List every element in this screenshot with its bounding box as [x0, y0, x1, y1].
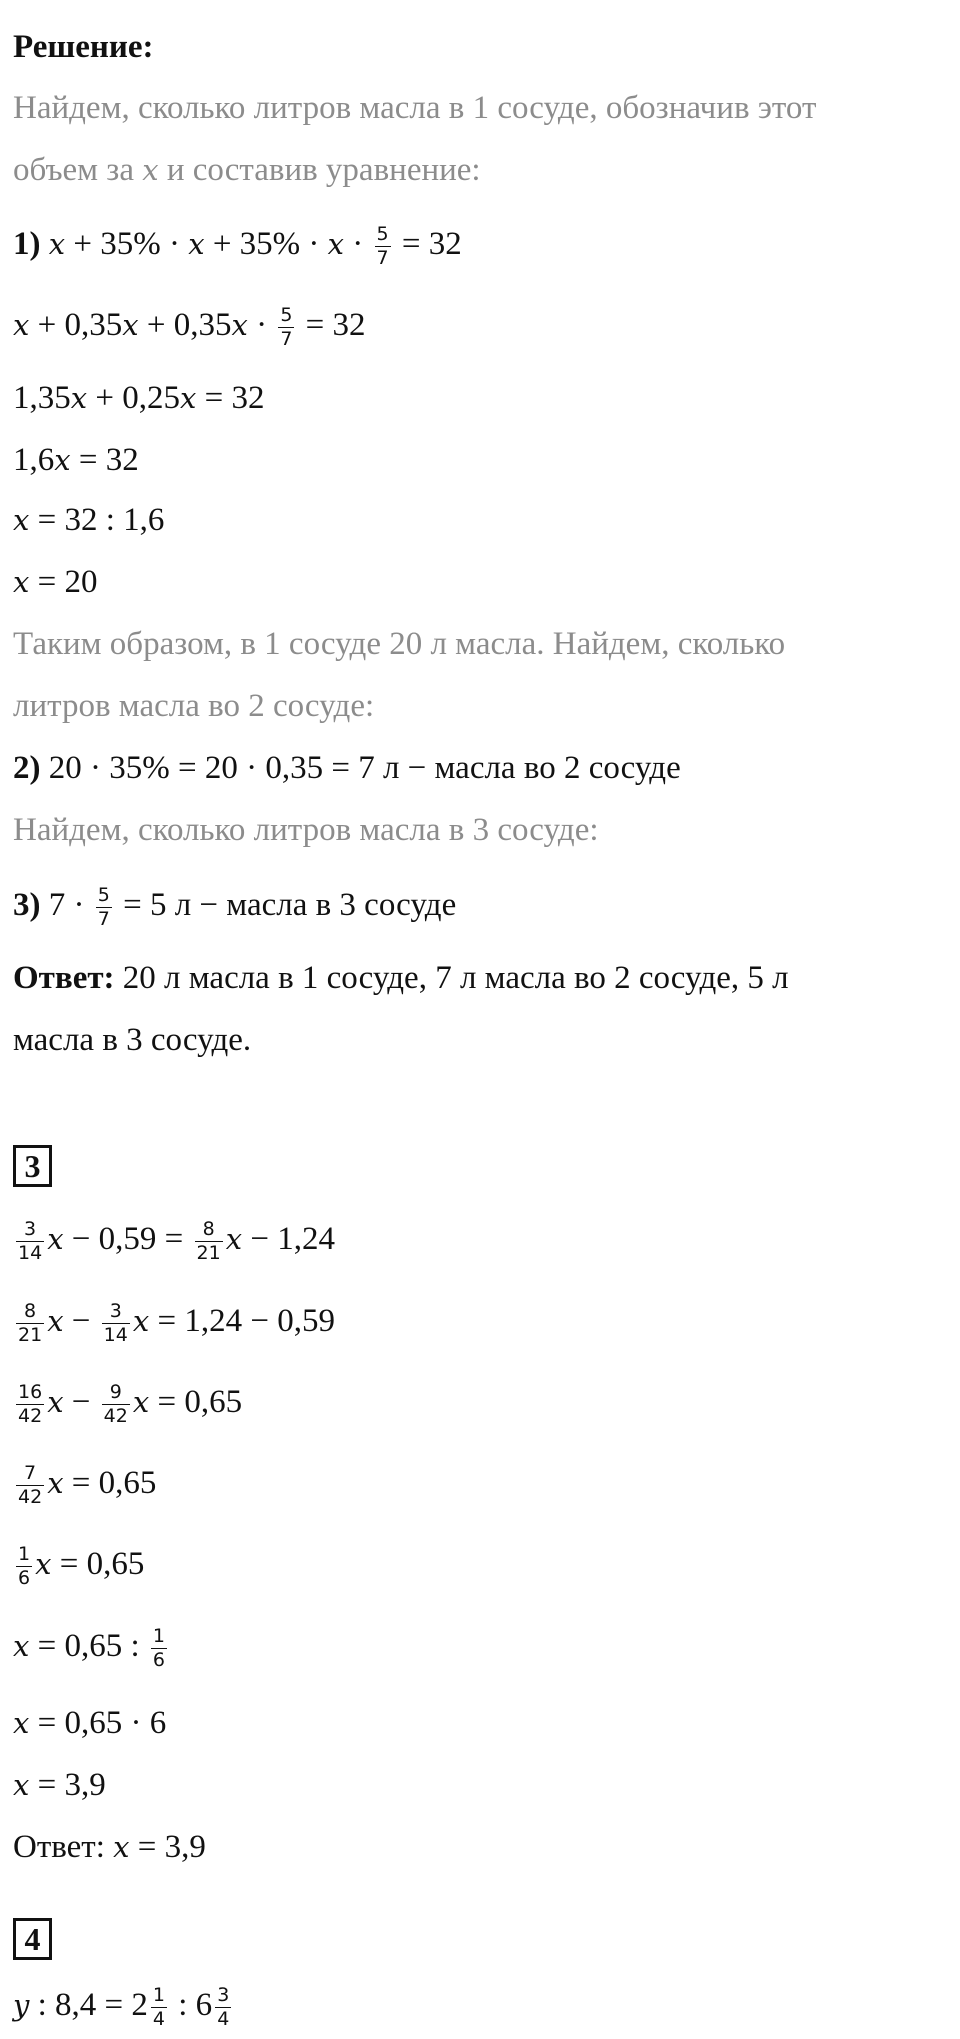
task3-answer: Ответ: x = 3,9 [13, 1829, 206, 1865]
intro-line-2: объем за x и составив уравнение: [13, 152, 481, 188]
fraction-1-6: $\frac{1}{6}$ [18, 1543, 31, 1589]
fraction-1-6: $\frac{1}{6}$ [152, 1625, 165, 1671]
task3-line-5: $\frac{1}{6}$ x = 0,65 [18, 1543, 145, 1589]
task-4-number: 4 [13, 1918, 52, 1960]
fraction-5-7: $\frac{5}{7}$ [97, 884, 110, 930]
step1-equation: 1) x + 35% · x + 35% · x · $\frac{5}{7}$ = 32 [13, 223, 462, 269]
equation-line-6: x = 20 [13, 564, 98, 600]
explanation-line-1: Таким образом, в 1 сосуде 20 л масла. Найдем, сколько [13, 626, 786, 662]
task3-line-1: $\frac{3}{14}$ x − 0,59 = $\frac{8}{21}$ x − 1,24 [18, 1218, 335, 1264]
fraction-9-42: $\frac{9}{42}$ [103, 1381, 128, 1427]
step3-equation: 3) 7 · $\frac{5}{7}$ = 5 л − масла в 3 сосуде [13, 884, 457, 930]
equation-line-2: x + 0,35x + 0,35x · $\frac{5}{7}$ = 32 [13, 304, 366, 350]
equation-line-5: x = 32 : 1,6 [13, 502, 165, 538]
answer-line-1: Ответ: 20 л масла в 1 сосуде, 7 л масла во 2 сосуде, 5 л [13, 960, 789, 996]
explanation-line-2: литров масла во 2 сосуде: [13, 688, 375, 724]
explanation-line-3: Найдем, сколько литров масла в 3 сосуде: [13, 812, 599, 848]
equation-line-3: 1,35x + 0,25x = 32 [13, 380, 265, 416]
task3-line-2: $\frac{8}{21}$ x − $\frac{3}{14}$ x = 1,24 − 0,59 [18, 1300, 335, 1346]
step2-equation: 2) 20 · 35% = 20 · 0,35 = 7 л − масла во 2 сосуде [13, 750, 681, 786]
task4-line-1: y : 8,4 = 2 $\frac{1}{4}$ : 6 $\frac{3}{4}$ [13, 1984, 230, 2030]
solution-heading: Решение: [13, 29, 154, 65]
fraction-3-14: $\frac{3}{14}$ [103, 1300, 128, 1346]
task3-line-4: $\frac{7}{42}$ x = 0,65 [18, 1462, 157, 1508]
fraction-1-4: $\frac{1}{4}$ [152, 1984, 166, 2030]
intro-line-1: Найдем, сколько литров масла в 1 сосуде, обозначив этот [13, 90, 817, 126]
answer-line-2: масла в 3 сосуде. [13, 1022, 252, 1058]
fraction-5-7: $\frac{5}{7}$ [376, 223, 389, 269]
fraction-8-21: $\frac{8}{21}$ [18, 1300, 43, 1346]
fraction-7-42: $\frac{7}{42}$ [18, 1462, 43, 1508]
task3-line-3: $\frac{16}{42}$ x − $\frac{9}{42}$ x = 0,65 [18, 1381, 243, 1427]
task3-line-6: x = 0,65 : $\frac{1}{6}$ [13, 1625, 165, 1671]
fraction-3-14: $\frac{3}{14}$ [18, 1218, 43, 1264]
fraction-5-7: $\frac{5}{7}$ [280, 304, 293, 350]
task3-line-8: x = 3,9 [13, 1767, 106, 1803]
task-3-number: 3 [13, 1145, 52, 1187]
fraction-8-21: $\frac{8}{21}$ [196, 1218, 221, 1264]
task3-line-7: x = 0,65 · 6 [13, 1705, 167, 1741]
equation-line-4: 1,6x = 32 [13, 442, 139, 478]
fraction-3-4: $\frac{3}{4}$ [217, 1984, 230, 2030]
fraction-16-42: $\frac{16}{42}$ [18, 1381, 43, 1427]
